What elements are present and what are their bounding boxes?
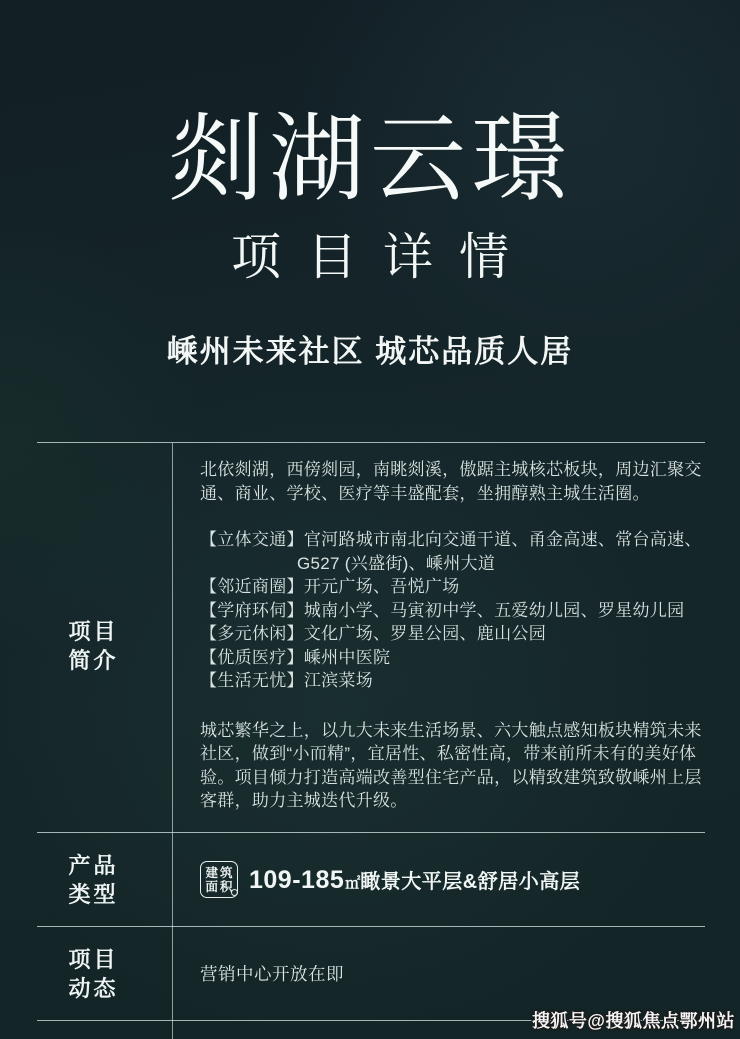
amenity-item-leisure	[200, 622, 703, 646]
amenity-text: 文化广场、罗星公园、鹿山公园	[303, 624, 547, 643]
amenity-list	[200, 528, 703, 693]
amenity-item-business	[200, 575, 703, 599]
amenity-item-transport	[200, 528, 703, 575]
amenity-tag: 【邻近商圈】	[200, 577, 304, 596]
area-range: 109-185	[249, 865, 345, 894]
amenity-tag: 【优质医疗】	[200, 647, 304, 667]
project-info-table	[37, 442, 705, 1039]
amenity-tag: 【生活无忧】	[200, 671, 304, 690]
amenity-text: 嵊州中医院	[303, 647, 391, 667]
amenity-item-medical	[200, 646, 703, 670]
project-name-title: 剡湖云璟	[168, 106, 572, 213]
table-row-product-type	[37, 833, 705, 927]
row-label-line: 简介	[68, 647, 119, 673]
row-label-line: 产品	[68, 852, 119, 878]
table-vertical-divider	[172, 443, 173, 1039]
row-label-project-intro	[37, 451, 172, 840]
badge-line: 建筑	[205, 865, 235, 880]
amenity-tag: 【多元休闲】	[200, 624, 304, 643]
row-label-product-type	[37, 833, 172, 926]
area-unit: ㎡	[345, 874, 361, 892]
product-type-content	[172, 833, 705, 926]
row-label-line: 项目	[68, 618, 119, 644]
page-title: 项目详情	[231, 229, 535, 285]
amenity-text: 官河路城市南北向交通干道、甬金高速、常台高速、G527 (兴盛街)、嵊州大道	[297, 530, 702, 573]
intro-paragraph-location: 北依剡湖，西傍剡园，南眺剡溪，傲踞主城核芯板块，周边汇聚交通、商业、学校、医疗等丰盛配套，坐拥醇熟主城生活圈。	[200, 460, 702, 503]
project-intro-content	[172, 443, 705, 832]
row-label-line: 项目	[68, 946, 119, 972]
amenity-text: 江滨菜场	[303, 671, 374, 690]
product-desc: 瞰景大平层&舒居小高层	[360, 870, 581, 893]
product-type-value	[249, 865, 580, 895]
project-news-text: 营销中心开放在即	[200, 964, 344, 984]
tagline: 嵊州未来社区 城芯品质人居	[166, 334, 574, 369]
amenity-tag: 【立体交通】	[200, 530, 304, 549]
row-label-project-news	[37, 927, 172, 1020]
amenity-text: 城南小学、马寅初中学、五爱幼儿园、罗星幼儿园	[303, 600, 685, 620]
watermark-sohu: 搜狐号@搜狐焦点鄂州站	[531, 1011, 735, 1031]
row-label-line: 动态	[68, 975, 119, 1001]
badge-line: 面积	[205, 879, 235, 894]
amenity-item-schools	[200, 599, 703, 623]
badge-circle-icon	[231, 889, 238, 896]
row-label-line: 类型	[68, 881, 119, 907]
building-area-badge	[200, 861, 238, 898]
amenity-text: 开元广场、吾悦广场	[303, 577, 460, 596]
intro-paragraph-vision: 城芯繁华之上，以九大未来生活场景、六大触点感知板块精筑未来社区，做到“小而精”，宜居性、私密性高，带来前所未有的美好体验。项目倾力打造高端改善型住宅产品，以精致建筑致敬嵊州上层客群，助力主城迭代升级。	[200, 720, 702, 810]
amenity-item-life	[200, 669, 703, 693]
amenity-tag: 【学府环伺】	[200, 600, 304, 620]
table-row-project-intro	[37, 443, 705, 833]
